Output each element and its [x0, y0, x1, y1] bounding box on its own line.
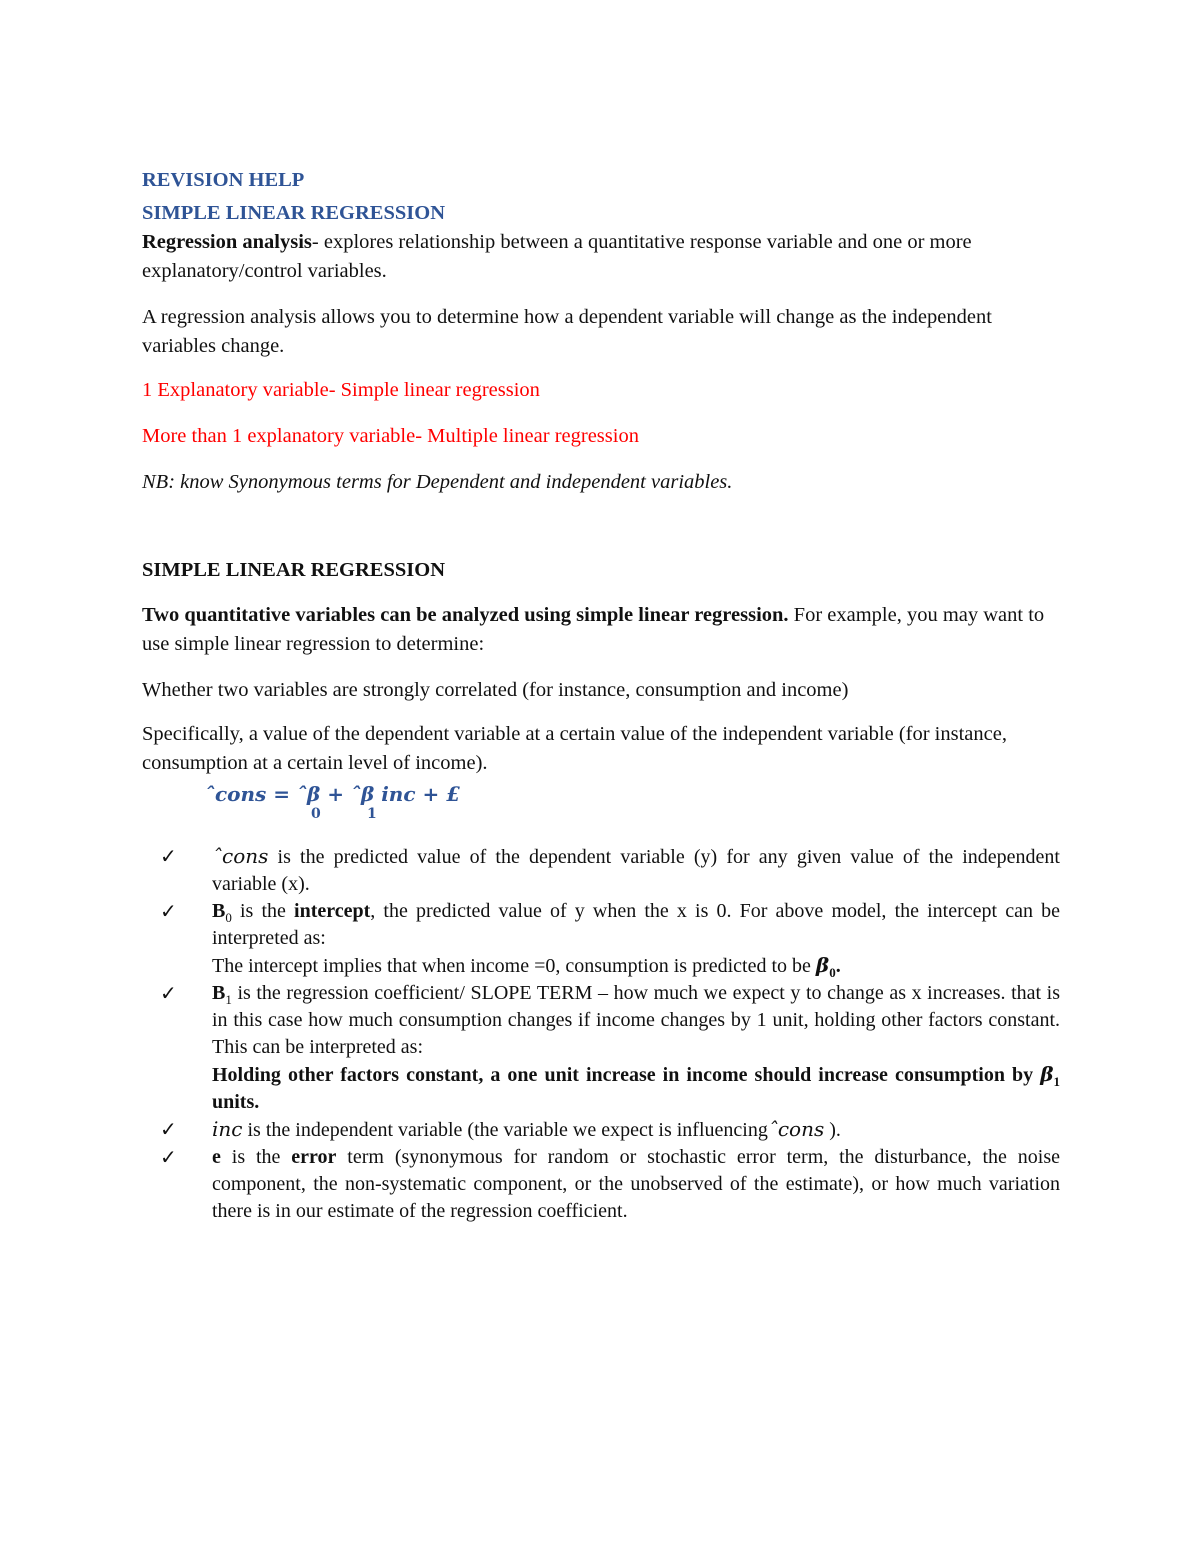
independent-text: is the independent variable (the variable we expect is influencing [242, 1119, 768, 1141]
regression-formula [205, 782, 505, 828]
slope-interpretation [212, 1061, 1060, 1116]
cons-hat-symbol-end: ˆcons [767, 1117, 825, 1141]
check-icon: ✓ [160, 981, 177, 1005]
regression-definition [142, 228, 1060, 286]
predicted-text: is the predicted value of the dependent variable (y) for any given value of the independent variable (x). [212, 846, 1060, 895]
b0-label: B [212, 900, 226, 922]
slope-units: units. [212, 1091, 260, 1113]
intercept-text: , the predicted value of y when the x is 0. For above model, the intercept can be interpreted as: [212, 900, 1060, 949]
checklist-item-independent [160, 1116, 1060, 1144]
checklist-item-slope [160, 980, 1060, 1116]
slope-interpretation-text: Holding other factors constant, a one unit increase in income should increase consumption by [212, 1064, 1041, 1086]
nb-note: NB: know Synonymous terms for Dependent and independent variables. [142, 471, 733, 493]
correlation-paragraph: Whether two variables are strongly correlated (for instance, consumption and income) [142, 679, 849, 701]
checklist-item-intercept [160, 898, 1060, 980]
specifically-paragraph: Specifically, a value of the dependent variable at a certain value of the independent variable (for instance, consumption at a certain level of income). [142, 723, 1007, 774]
multiple-regression-line: More than 1 explanatory variable- Multiple linear regression [142, 425, 639, 447]
formula-sub-1: 1 [367, 806, 377, 822]
check-icon: ✓ [160, 844, 177, 868]
beta0-symbol: β [815, 953, 830, 977]
revision-title: REVISION HELP [142, 169, 305, 191]
error-pre: is the [220, 1146, 292, 1168]
intercept-interpretation [212, 952, 1060, 980]
section-title: SIMPLE LINEAR REGRESSION [142, 202, 446, 224]
beta1-symbol: β [1040, 1062, 1054, 1086]
b1-label: B [212, 982, 226, 1004]
inc-symbol: inc [212, 1117, 243, 1141]
formula-sub-0: 0 [311, 806, 321, 822]
formula-main: ˆcons = ˆβ + ˆβ inc + £ [205, 782, 461, 806]
checklist-item-error [160, 1144, 1060, 1225]
check-icon: ✓ [160, 1145, 177, 1169]
definition-text: - explores relationship between a quantitative response variable and one or more explanatory/control variables. [142, 231, 972, 282]
b0-subscript: 0 [225, 910, 232, 925]
check-icon: ✓ [160, 1117, 177, 1141]
intercept-is-the: is the [231, 900, 295, 922]
check-icon: ✓ [160, 899, 177, 923]
slr-lead-paragraph [142, 601, 1060, 659]
intercept-period: . [835, 955, 841, 977]
b1-subscript: 1 [225, 992, 232, 1007]
beta0-subscript: 0 [829, 965, 836, 980]
beta1-subscript: 1 [1053, 1074, 1060, 1089]
independent-end: ). [824, 1119, 841, 1141]
intercept-term: intercept [294, 900, 371, 922]
checklist-item-predicted [160, 843, 1060, 898]
e-label: e [212, 1146, 221, 1168]
error-text: term (synonymous for random or stochastic error term, the disturbance, the noise component, the non-systematic component, or the unobserved of the estimate), or how much variation there is in our estimate of the regression coefficient. [212, 1146, 1061, 1222]
slr-lead-rest: For example, you may want to use simple linear regression to determine: [142, 604, 1045, 655]
error-term: error [291, 1146, 337, 1168]
intercept-interpretation-text: The intercept implies that when income =0, consumption is predicted to be [212, 955, 816, 977]
definition-term: Regression analysis [142, 231, 312, 253]
slr-heading: SIMPLE LINEAR REGRESSION [142, 559, 446, 581]
intro-paragraph: A regression analysis allows you to determine how a dependent variable will change as the independent variables change. [142, 306, 992, 357]
definitions-checklist [160, 843, 1060, 1225]
slope-text: is the regression coefficient/ SLOPE TERM – how much we expect y to change as x increases. that is in this case how much consumption changes if income changes by 1 unit, holding other factors constant. This can be interpreted as: [212, 982, 1060, 1058]
slr-lead-bold: Two quantitative variables can be analyzed using simple linear regression. [142, 604, 789, 626]
cons-hat-symbol: ˆcons [212, 844, 269, 868]
simple-regression-line: 1 Explanatory variable- Simple linear regression [142, 379, 540, 401]
